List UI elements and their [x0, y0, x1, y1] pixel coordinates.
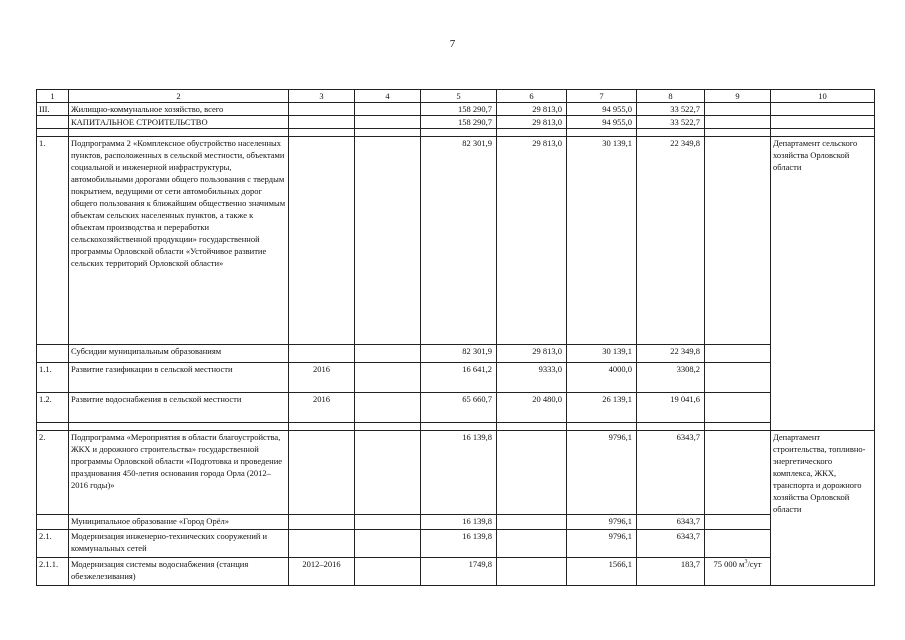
table-row: [37, 116, 875, 129]
row-number: 1.2.: [37, 393, 69, 423]
row-total: 16 139,8: [421, 431, 497, 515]
spacer-row: [37, 129, 875, 137]
row-col6: 29 813,0: [497, 116, 567, 129]
row-col6: 29 813,0: [497, 137, 567, 345]
row-col8: 22 349,8: [637, 137, 705, 345]
row-total: 82 301,9: [421, 345, 497, 363]
table-row: [37, 558, 875, 586]
row-name: Субсидии муниципальным образованиям: [69, 345, 289, 363]
row-total: 65 660,7: [421, 393, 497, 423]
row-number: III.: [37, 103, 69, 116]
header-cell: 7: [567, 90, 637, 103]
row-col4: [355, 345, 421, 363]
row-col8: 19 041,6: [637, 393, 705, 423]
row-col4: [355, 103, 421, 116]
page-number: 7: [449, 38, 456, 50]
row-col7: 30 139,1: [567, 137, 637, 345]
row-col6: 20 480,0: [497, 393, 567, 423]
row-name: Модернизация системы водоснабжения (станция обезжелезивания): [69, 558, 289, 586]
table-row: [37, 431, 875, 515]
header-cell: 4: [355, 90, 421, 103]
row-col8: 33 522,7: [637, 103, 705, 116]
header-cell: 5: [421, 90, 497, 103]
row-year: [289, 103, 355, 116]
row-col4: [355, 116, 421, 129]
table-row: [37, 393, 875, 423]
row-number: [37, 116, 69, 129]
header-cell: 1: [37, 90, 69, 103]
row-col9: [705, 103, 771, 116]
row-total: 16 139,8: [421, 515, 497, 530]
row-col4: [355, 363, 421, 393]
row-col9: [705, 363, 771, 393]
row-number: 2.1.: [37, 530, 69, 558]
row-year: [289, 515, 355, 530]
row-col7: 9796,1: [567, 515, 637, 530]
row-number: 2.1.1.: [37, 558, 69, 586]
row-name: Развитие газификации в сельской местности: [69, 363, 289, 393]
row-year: 2016: [289, 393, 355, 423]
header-cell: 2: [69, 90, 289, 103]
row-col6: 29 813,0: [497, 103, 567, 116]
capacity-unit-suffix: /сут: [747, 559, 762, 569]
row-col10: [771, 116, 875, 129]
row-col9: [705, 116, 771, 129]
row-total: 158 290,7: [421, 103, 497, 116]
row-col8: 3308,2: [637, 363, 705, 393]
row-col7: 9796,1: [567, 431, 637, 515]
row-col8: 22 349,8: [637, 345, 705, 363]
table-row: [37, 137, 875, 345]
row-name: КАПИТАЛЬНОЕ СТРОИТЕЛЬСТВО: [69, 116, 289, 129]
row-col8: 6343,7: [637, 515, 705, 530]
program-table: [36, 89, 875, 586]
spacer-row: [37, 423, 875, 431]
capacity-exponent: 3: [744, 559, 748, 566]
row-number: 2.: [37, 431, 69, 515]
header-row: [37, 90, 875, 103]
row-col6: 9333,0: [497, 363, 567, 393]
row-col4: [355, 137, 421, 345]
row-name: Жилищно-коммунальное хозяйство, всего: [69, 103, 289, 116]
row-col9: [705, 393, 771, 423]
table-row: [37, 515, 875, 530]
row-col9: [705, 345, 771, 363]
row-col7: 94 955,0: [567, 116, 637, 129]
row-number: [37, 345, 69, 363]
header-cell: 9: [705, 90, 771, 103]
row-year: [289, 116, 355, 129]
row-col6: [497, 515, 567, 530]
row-total: 1749,8: [421, 558, 497, 586]
row-col4: [355, 530, 421, 558]
row-col4: [355, 393, 421, 423]
row-col6: [497, 530, 567, 558]
row-year: 2012–2016: [289, 558, 355, 586]
row-col9: [705, 431, 771, 515]
row-name: Подпрограмма 2 «Комплексное обустройство населенных пунктов, расположенных в сельской местности, объектами социальной и инженерной инфраструктуры, автомобильными дорогами общего пользования с твердым покрытием, ведущими от сети автомобильных дорог общего пользования к ближайшим общественно значимым объектам сельских населенных пунктов, а также к объектам производства и переработки сельскохозяйственной продукции» государственной программы Орловской области «Устойчивое развитие сельских территорий Орловской области»: [69, 137, 289, 345]
capacity-value: 75 000 м: [713, 559, 745, 569]
row-col9: [705, 137, 771, 345]
row-total: 16 139,8: [421, 530, 497, 558]
row-number: [37, 515, 69, 530]
row-total: 158 290,7: [421, 116, 497, 129]
row-col8: 33 522,7: [637, 116, 705, 129]
row-col6: [497, 431, 567, 515]
row-col9: [705, 530, 771, 558]
row-year: [289, 345, 355, 363]
row-col9: [705, 515, 771, 530]
row-name: Модернизация инженерно-технических сооружений и коммунальных сетей: [69, 530, 289, 558]
row-col7: 94 955,0: [567, 103, 637, 116]
table-row: [37, 345, 875, 363]
row-col7: 4000,0: [567, 363, 637, 393]
table-row: [37, 103, 875, 116]
responsible-construction: Департамент строительства, топливно-энергетического комплекса, ЖКХ, транспорта и дорожного хозяйства Орловской области: [771, 431, 875, 586]
row-col4: [355, 558, 421, 586]
row-col4: [355, 515, 421, 530]
row-col8: 183,7: [637, 558, 705, 586]
row-col7: 1566,1: [567, 558, 637, 586]
row-year: [289, 431, 355, 515]
table-row: [37, 363, 875, 393]
row-col6: [497, 558, 567, 586]
row-col7: 26 139,1: [567, 393, 637, 423]
row-name: Подпрограмма «Мероприятия в области благоустройства, ЖКХ и дорожного строительства» государственной программы Орловской области «Подготовка и проведение празднования 450-летия основания города Орла (2012–2016 годы)»: [69, 431, 289, 515]
row-col6: 29 813,0: [497, 345, 567, 363]
row-col7: 30 139,1: [567, 345, 637, 363]
responsible-agriculture: Департамент сельского хозяйства Орловской области: [771, 137, 875, 431]
row-capacity: [705, 558, 771, 586]
row-col7: 9796,1: [567, 530, 637, 558]
row-col8: 6343,7: [637, 431, 705, 515]
row-col4: [355, 431, 421, 515]
header-cell: 6: [497, 90, 567, 103]
row-name: Развитие водоснабжения в сельской местности: [69, 393, 289, 423]
row-col8: 6343,7: [637, 530, 705, 558]
row-number: 1.1.: [37, 363, 69, 393]
header-cell: 10: [771, 90, 875, 103]
header-cell: 3: [289, 90, 355, 103]
table-row: [37, 530, 875, 558]
row-year: [289, 137, 355, 345]
row-col10: [771, 103, 875, 116]
row-number: 1.: [37, 137, 69, 345]
header-cell: 8: [637, 90, 705, 103]
row-year: 2016: [289, 363, 355, 393]
row-name: Муниципальное образование «Город Орёл»: [69, 515, 289, 530]
row-total: 82 301,9: [421, 137, 497, 345]
row-year: [289, 530, 355, 558]
row-total: 16 641,2: [421, 363, 497, 393]
